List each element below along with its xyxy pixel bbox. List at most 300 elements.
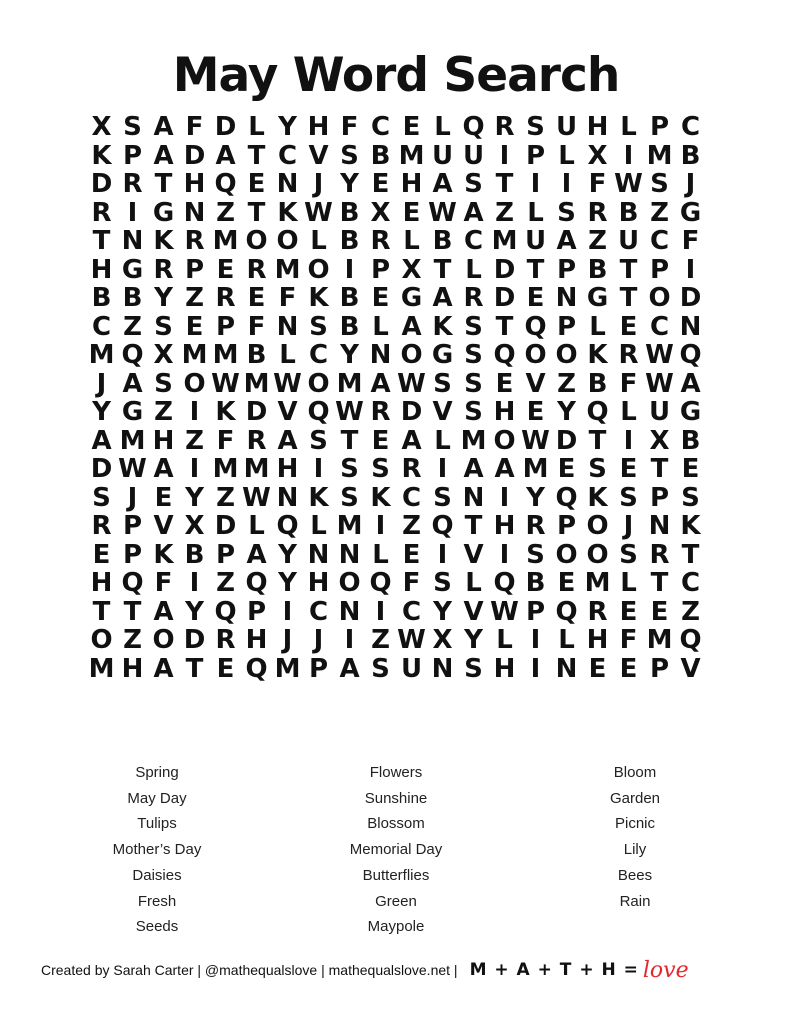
grid-letter: L bbox=[434, 425, 451, 456]
grid-letter: T bbox=[185, 653, 204, 684]
grid-letter: P bbox=[370, 254, 391, 285]
grid-letter: T bbox=[650, 454, 669, 484]
grid-letter: K bbox=[153, 539, 174, 570]
grid-letter: N bbox=[276, 482, 299, 513]
grid-letter: Q bbox=[493, 340, 516, 370]
grid-letter: Q bbox=[307, 397, 330, 427]
word-list-item: Seeds bbox=[135, 918, 179, 936]
grid-letter: T bbox=[92, 226, 111, 256]
grid-letter: L bbox=[496, 625, 513, 655]
grid-letter: S bbox=[557, 197, 576, 228]
grid-letter: D bbox=[400, 397, 423, 427]
word-list-item: Flowers bbox=[369, 764, 423, 781]
grid-letter: M bbox=[243, 454, 270, 484]
grid-letter: K bbox=[432, 311, 453, 342]
grid-letter: M bbox=[274, 653, 301, 684]
grid-letter: Y bbox=[340, 169, 359, 199]
grid-letter: K bbox=[277, 197, 298, 228]
grid-letter: G bbox=[431, 340, 454, 370]
grid-letter: W bbox=[397, 625, 426, 655]
grid-letter: K bbox=[308, 482, 329, 513]
brand-logo-text: M + A + T + H = bbox=[469, 960, 639, 980]
grid-letter: L bbox=[620, 112, 637, 142]
grid-letter: B bbox=[680, 140, 701, 171]
grid-letter: O bbox=[400, 340, 423, 370]
grid-letter: L bbox=[310, 511, 327, 541]
grid-letter: W bbox=[335, 397, 364, 427]
grid-letter: I bbox=[375, 511, 386, 541]
grid-letter: J bbox=[623, 511, 634, 541]
grid-letter: F bbox=[247, 311, 266, 342]
grid-letter: W bbox=[118, 454, 147, 484]
grid-letter: S bbox=[464, 169, 483, 199]
grid-letter: Z bbox=[557, 368, 576, 399]
grid-letter: C bbox=[463, 226, 484, 256]
grid-letter: V bbox=[432, 397, 453, 427]
grid-letter: Z bbox=[185, 283, 204, 313]
grid-letter: U bbox=[617, 226, 640, 256]
grid-letter: N bbox=[679, 311, 702, 342]
grid-letter: M bbox=[88, 653, 115, 684]
grid-letter: V bbox=[463, 596, 484, 627]
grid-letter: K bbox=[587, 340, 608, 370]
grid-letter: U bbox=[462, 140, 485, 171]
grid-letter: S bbox=[309, 311, 328, 342]
grid-letter: F bbox=[216, 425, 235, 456]
grid-letter: M bbox=[522, 454, 549, 484]
grid-letter: U bbox=[524, 226, 547, 256]
grid-letter: S bbox=[340, 454, 359, 484]
grid-letter: O bbox=[555, 340, 578, 370]
grid-letter: Z bbox=[185, 425, 204, 456]
grid-letter: R bbox=[91, 197, 112, 228]
grid-letter: T bbox=[247, 140, 266, 171]
grid-letter: H bbox=[245, 625, 268, 655]
grid-letter: Q bbox=[679, 340, 702, 370]
grid-letter: S bbox=[619, 539, 638, 570]
grid-letter: N bbox=[555, 653, 578, 684]
grid-letter: D bbox=[555, 425, 578, 456]
grid-letter: P bbox=[556, 511, 577, 541]
grid-letter: I bbox=[189, 397, 200, 427]
grid-row bbox=[86, 227, 706, 256]
grid-letter: P bbox=[556, 311, 577, 342]
grid-letter: T bbox=[619, 254, 638, 285]
grid-letter: O bbox=[183, 368, 206, 399]
love-script-logo: love bbox=[642, 957, 689, 983]
grid-letter: K bbox=[370, 482, 391, 513]
word-list-item: Spring bbox=[135, 764, 179, 781]
grid-letter: E bbox=[247, 283, 266, 313]
footer-credits: Created by Sarah Carter | @mathequalslove | mathequalslove.net | bbox=[41, 962, 458, 978]
grid-letter: R bbox=[370, 397, 391, 427]
grid-letter: S bbox=[340, 140, 359, 171]
grid-letter: O bbox=[338, 568, 361, 598]
grid-letter: V bbox=[525, 368, 546, 399]
grid-letter: F bbox=[154, 568, 173, 598]
grid-letter: Q bbox=[214, 596, 237, 627]
grid-letter: P bbox=[649, 254, 670, 285]
grid-letter: R bbox=[122, 169, 143, 199]
grid-letter: L bbox=[465, 254, 482, 285]
grid-letter: Y bbox=[185, 596, 204, 627]
grid-letter: R bbox=[649, 539, 670, 570]
grid-letter: E bbox=[619, 653, 638, 684]
grid-letter: S bbox=[619, 482, 638, 513]
grid-letter: O bbox=[648, 283, 671, 313]
grid-letter: Q bbox=[493, 568, 516, 598]
grid-letter: O bbox=[586, 539, 609, 570]
grid-letter: I bbox=[499, 539, 510, 570]
grid-letter: N bbox=[369, 340, 392, 370]
grid-letter: V bbox=[308, 140, 329, 171]
grid-letter: B bbox=[339, 283, 360, 313]
grid-row bbox=[86, 484, 706, 513]
grid-letter: E bbox=[402, 112, 421, 142]
grid-letter: N bbox=[121, 226, 144, 256]
grid-letter: D bbox=[214, 112, 237, 142]
grid-letter: B bbox=[91, 283, 112, 313]
grid-letter: T bbox=[619, 283, 638, 313]
grid-letter: M bbox=[212, 226, 239, 256]
grid-letter: O bbox=[524, 340, 547, 370]
grid-letter: U bbox=[648, 397, 671, 427]
grid-letter: Q bbox=[431, 511, 454, 541]
grid-letter: J bbox=[313, 169, 324, 199]
grid-letter: P bbox=[525, 596, 546, 627]
grid-letter: Y bbox=[557, 397, 576, 427]
grid-letter: J bbox=[282, 625, 293, 655]
grid-letter: O bbox=[493, 425, 516, 456]
grid-letter: A bbox=[463, 197, 484, 228]
grid-letter: D bbox=[90, 169, 113, 199]
grid-letter: F bbox=[278, 283, 297, 313]
grid-letter: Y bbox=[278, 568, 297, 598]
grid-letter: S bbox=[464, 368, 483, 399]
grid-letter: A bbox=[153, 596, 174, 627]
grid-letter: L bbox=[434, 112, 451, 142]
grid-letter: Y bbox=[154, 283, 173, 313]
grid-letter: Z bbox=[495, 197, 514, 228]
grid-letter: P bbox=[649, 112, 670, 142]
grid-row bbox=[86, 284, 706, 313]
word-list-item: Mother’s Day bbox=[112, 841, 202, 859]
grid-letter: Y bbox=[278, 539, 297, 570]
grid-letter: J bbox=[96, 368, 107, 399]
grid-letter: R bbox=[215, 625, 236, 655]
grid-letter: I bbox=[623, 425, 634, 456]
grid-letter: E bbox=[495, 368, 514, 399]
grid-letter: V bbox=[277, 397, 298, 427]
grid-letter: C bbox=[680, 568, 701, 598]
grid-letter: D bbox=[493, 283, 516, 313]
grid-letter: Z bbox=[123, 625, 142, 655]
grid-letter: L bbox=[248, 112, 265, 142]
grid-letter: I bbox=[530, 625, 541, 655]
grid-letter: E bbox=[92, 539, 111, 570]
grid-letter: N bbox=[307, 539, 330, 570]
grid-letter: Z bbox=[588, 226, 607, 256]
grid-letter: S bbox=[464, 397, 483, 427]
grid-letter: K bbox=[680, 511, 701, 541]
grid-letter: G bbox=[152, 197, 175, 228]
grid-letter: H bbox=[90, 254, 113, 285]
grid-letter: K bbox=[215, 397, 236, 427]
grid-letter: P bbox=[122, 140, 143, 171]
grid-letter: B bbox=[339, 197, 360, 228]
grid-letter: M bbox=[646, 625, 673, 655]
grid-letter: S bbox=[309, 425, 328, 456]
grid-letter: P bbox=[184, 254, 205, 285]
grid-letter: D bbox=[183, 625, 206, 655]
grid-letter: Q bbox=[555, 596, 578, 627]
grid-letter: X bbox=[401, 254, 422, 285]
grid-letter: E bbox=[619, 596, 638, 627]
grid-letter: P bbox=[308, 653, 329, 684]
grid-letter: S bbox=[464, 340, 483, 370]
grid-letter: L bbox=[589, 311, 606, 342]
footer bbox=[41, 955, 689, 985]
grid-letter: O bbox=[276, 226, 299, 256]
grid-letter: A bbox=[277, 425, 298, 456]
grid-row bbox=[86, 142, 706, 171]
word-list-column-1 bbox=[47, 760, 267, 940]
grid-row bbox=[86, 598, 706, 627]
grid-letter: X bbox=[184, 511, 205, 541]
grid-letter: H bbox=[493, 397, 516, 427]
grid-letter: C bbox=[308, 596, 329, 627]
grid-letter: T bbox=[154, 169, 173, 199]
grid-letter: L bbox=[620, 397, 637, 427]
grid-letter: C bbox=[649, 311, 670, 342]
grid-letter: J bbox=[685, 169, 696, 199]
grid-letter: M bbox=[212, 454, 239, 484]
grid-letter: N bbox=[431, 653, 454, 684]
grid-letter: I bbox=[437, 454, 448, 484]
grid-letter: N bbox=[276, 311, 299, 342]
grid-letter: X bbox=[370, 197, 391, 228]
grid-letter: J bbox=[127, 482, 138, 513]
grid-letter: S bbox=[371, 653, 390, 684]
word-list-item: Blossom bbox=[367, 815, 425, 833]
grid-letter: Z bbox=[216, 568, 235, 598]
grid-letter: Q bbox=[679, 625, 702, 655]
grid-row bbox=[86, 313, 706, 342]
grid-letter: T bbox=[526, 254, 545, 285]
grid-letter: H bbox=[276, 454, 299, 484]
grid-letter: I bbox=[561, 169, 572, 199]
grid-letter: Q bbox=[369, 568, 392, 598]
grid-letter: B bbox=[587, 254, 608, 285]
grid-letter: B bbox=[618, 197, 639, 228]
grid-letter: L bbox=[279, 340, 296, 370]
word-list-item: Bloom bbox=[613, 764, 657, 781]
grid-letter: E bbox=[619, 454, 638, 484]
grid-letter: Q bbox=[121, 340, 144, 370]
grid-letter: M bbox=[491, 226, 518, 256]
grid-letter: F bbox=[619, 368, 638, 399]
grid-letter: I bbox=[344, 625, 355, 655]
grid-letter: C bbox=[370, 112, 391, 142]
word-list-column-2 bbox=[286, 760, 506, 940]
grid-letter: F bbox=[619, 625, 638, 655]
grid-letter: L bbox=[310, 226, 327, 256]
grid-letter: I bbox=[375, 596, 386, 627]
grid-letter: U bbox=[400, 653, 423, 684]
grid-letter: A bbox=[401, 425, 422, 456]
grid-letter: R bbox=[370, 226, 391, 256]
grid-letter: N bbox=[183, 197, 206, 228]
grid-row bbox=[86, 256, 706, 285]
grid-letter: R bbox=[587, 596, 608, 627]
grid-letter: G bbox=[121, 397, 144, 427]
grid-letter: X bbox=[587, 140, 608, 171]
word-list-item: Lily bbox=[623, 841, 647, 859]
grid-letter: H bbox=[493, 653, 516, 684]
word-list-item: Butterflies bbox=[362, 866, 430, 884]
grid-letter: I bbox=[437, 539, 448, 570]
grid-letter: L bbox=[403, 226, 420, 256]
grid-letter: H bbox=[493, 511, 516, 541]
grid-letter: G bbox=[400, 283, 423, 313]
grid-letter: A bbox=[370, 368, 391, 399]
grid-letter: C bbox=[680, 112, 701, 142]
grid-letter: Y bbox=[464, 625, 483, 655]
grid-letter: G bbox=[121, 254, 144, 285]
grid-row bbox=[86, 398, 706, 427]
grid-letter: L bbox=[558, 625, 575, 655]
grid-letter: D bbox=[90, 454, 113, 484]
grid-letter: O bbox=[245, 226, 268, 256]
grid-letter: T bbox=[681, 539, 700, 570]
grid-letter: N bbox=[648, 511, 671, 541]
grid-letter: R bbox=[246, 254, 267, 285]
grid-letter: I bbox=[685, 254, 696, 285]
grid-row bbox=[86, 341, 706, 370]
grid-letter: B bbox=[680, 425, 701, 456]
grid-letter: L bbox=[248, 511, 265, 541]
grid-letter: A bbox=[215, 140, 236, 171]
grid-letter: V bbox=[153, 511, 174, 541]
grid-letter: I bbox=[499, 140, 510, 171]
grid-letter: I bbox=[530, 653, 541, 684]
grid-letter: Y bbox=[433, 596, 452, 627]
grid-letter: S bbox=[464, 311, 483, 342]
grid-letter: E bbox=[526, 283, 545, 313]
grid-letter: W bbox=[645, 340, 674, 370]
grid-letter: H bbox=[586, 625, 609, 655]
grid-letter: W bbox=[397, 368, 426, 399]
grid-letter: H bbox=[400, 169, 423, 199]
grid-row bbox=[86, 170, 706, 199]
grid-letter: I bbox=[189, 568, 200, 598]
grid-row bbox=[86, 113, 706, 142]
grid-letter: S bbox=[154, 368, 173, 399]
grid-letter: H bbox=[90, 568, 113, 598]
grid-letter: Z bbox=[681, 596, 700, 627]
grid-letter: R bbox=[401, 454, 422, 484]
grid-letter: R bbox=[618, 340, 639, 370]
grid-letter: O bbox=[555, 539, 578, 570]
word-list-item: Garden bbox=[609, 789, 661, 807]
grid-letter: M bbox=[336, 511, 363, 541]
word-list-item: Picnic bbox=[614, 815, 655, 833]
grid-letter: I bbox=[189, 454, 200, 484]
grid-letter: T bbox=[433, 254, 452, 285]
grid-letter: L bbox=[527, 197, 544, 228]
grid-letter: W bbox=[211, 368, 240, 399]
grid-letter: A bbox=[246, 539, 267, 570]
grid-letter: N bbox=[555, 283, 578, 313]
word-list-item: Maypole bbox=[367, 918, 425, 936]
grid-letter: D bbox=[679, 283, 702, 313]
grid-letter: H bbox=[586, 112, 609, 142]
grid-letter: S bbox=[92, 482, 111, 513]
grid-letter: Q bbox=[245, 568, 268, 598]
grid-letter: R bbox=[153, 254, 174, 285]
grid-letter: E bbox=[185, 311, 204, 342]
grid-letter: A bbox=[401, 311, 422, 342]
grid-letter: I bbox=[282, 596, 293, 627]
grid-letter: I bbox=[127, 197, 138, 228]
grid-letter: T bbox=[464, 511, 483, 541]
grid-letter: P bbox=[215, 539, 236, 570]
grid-letter: H bbox=[121, 653, 144, 684]
grid-letter: T bbox=[588, 425, 607, 456]
grid-letter: T bbox=[340, 425, 359, 456]
grid-letter: S bbox=[154, 311, 173, 342]
page-title: May Word Search bbox=[172, 48, 620, 103]
grid-letter: E bbox=[526, 397, 545, 427]
grid-letter: S bbox=[588, 454, 607, 484]
grid-letter: X bbox=[649, 425, 670, 456]
grid-letter: E bbox=[588, 653, 607, 684]
grid-letter: E bbox=[402, 197, 421, 228]
grid-letter: P bbox=[525, 140, 546, 171]
grid-letter: M bbox=[398, 140, 425, 171]
grid-letter: M bbox=[243, 368, 270, 399]
grid-letter: D bbox=[245, 397, 268, 427]
grid-letter: L bbox=[372, 311, 389, 342]
grid-letter: O bbox=[307, 368, 330, 399]
grid-letter: N bbox=[338, 539, 361, 570]
grid-row bbox=[86, 655, 706, 684]
grid-letter: M bbox=[88, 340, 115, 370]
grid-letter: A bbox=[153, 112, 174, 142]
grid-letter: M bbox=[274, 254, 301, 285]
grid-letter: Q bbox=[276, 511, 299, 541]
grid-letter: C bbox=[649, 226, 670, 256]
grid-row bbox=[86, 199, 706, 228]
grid-letter: Q bbox=[214, 169, 237, 199]
grid-letter: P bbox=[556, 254, 577, 285]
grid-letter: R bbox=[246, 425, 267, 456]
grid-letter: B bbox=[184, 539, 205, 570]
grid-letter: S bbox=[681, 482, 700, 513]
grid-letter: C bbox=[91, 311, 112, 342]
grid-letter: M bbox=[212, 340, 239, 370]
grid-letter: B bbox=[370, 140, 391, 171]
grid-letter: A bbox=[91, 425, 112, 456]
grid-row bbox=[86, 512, 706, 541]
grid-letter: A bbox=[153, 653, 174, 684]
grid-letter: P bbox=[122, 539, 143, 570]
grid-letter: B bbox=[587, 368, 608, 399]
grid-letter: H bbox=[183, 169, 206, 199]
grid-letter: A bbox=[432, 169, 453, 199]
grid-letter: A bbox=[339, 653, 360, 684]
grid-letter: Q bbox=[524, 311, 547, 342]
